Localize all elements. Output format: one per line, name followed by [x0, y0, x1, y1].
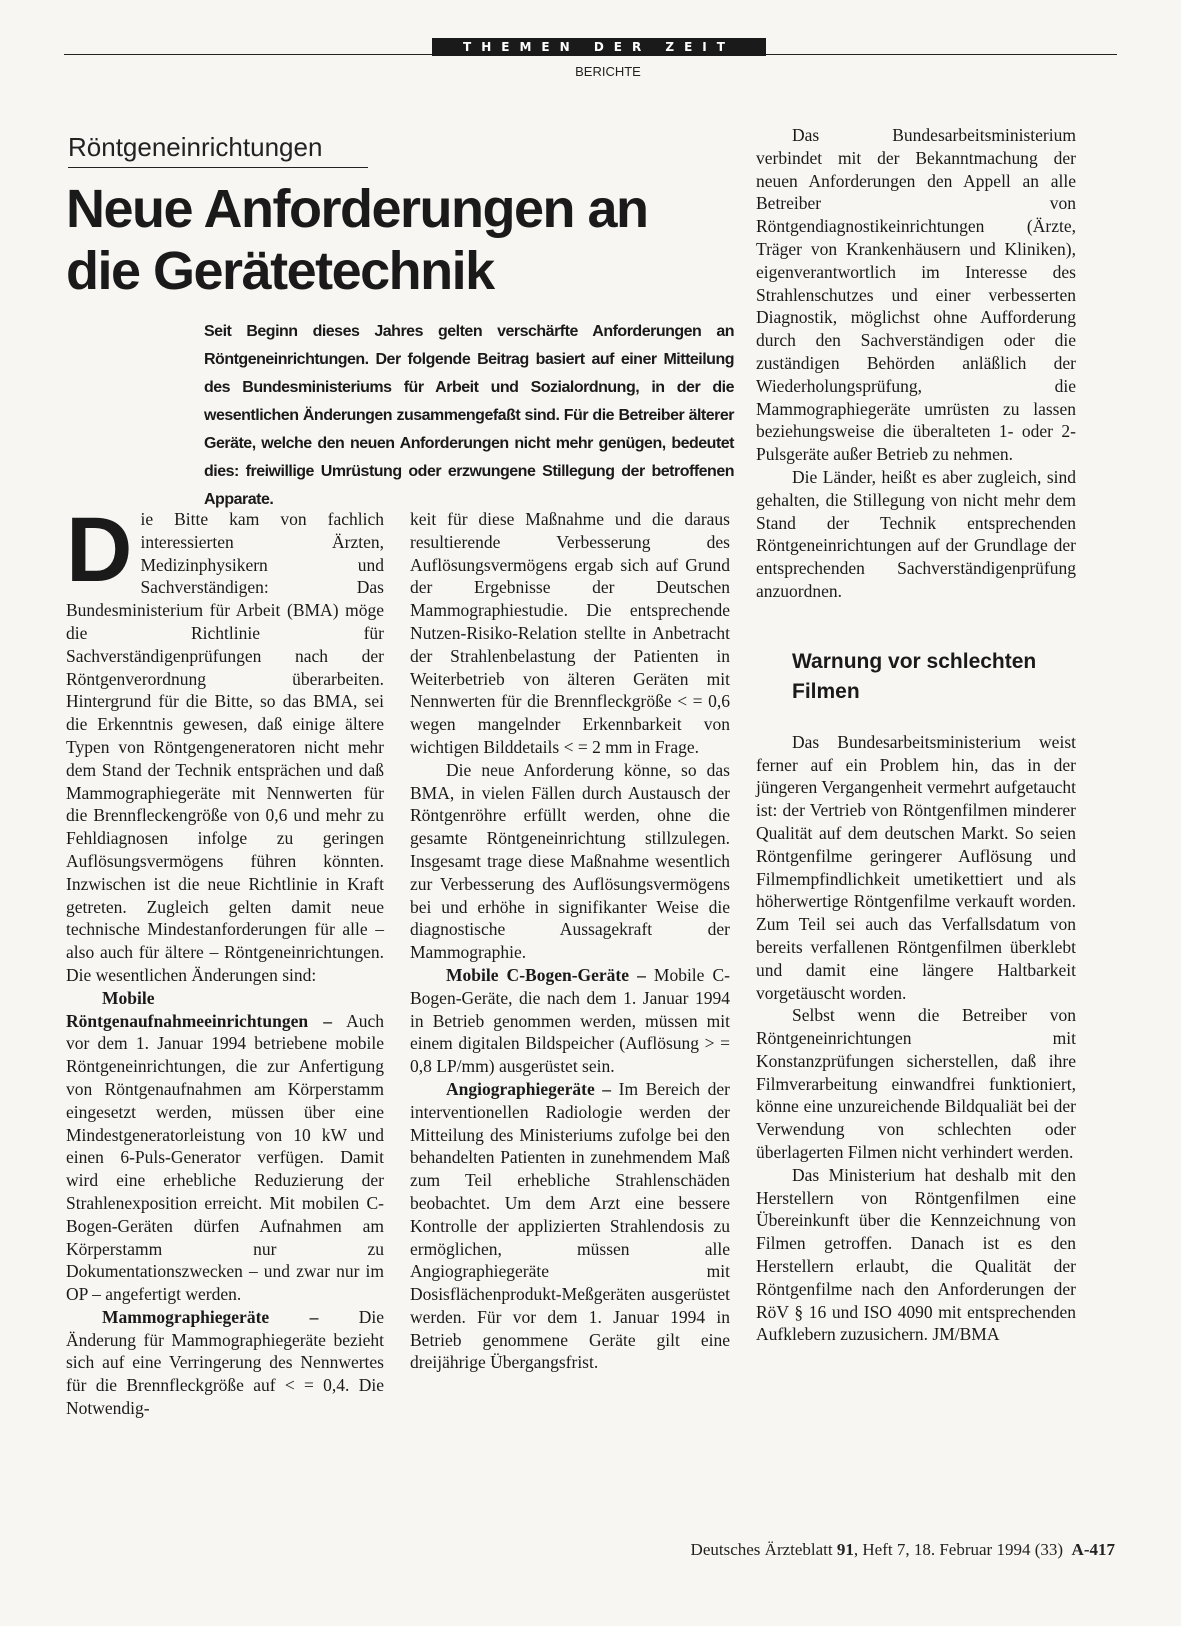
- inline-heading: Mobile C-Bogen-Geräte –: [446, 964, 646, 985]
- paragraph: Die neue Anforderung könne, so das BMA, in vielen Fällen durch Austausch der Röntgenröhre erfüllt werden, ohne die gesamte Röntgeneinrichtung stillzulegen. Insgesamt trage diese Maßnahme wesentlich zur Verbesserung des Auflösungsvermögens bei und erhöhe in signifikanter Weise die diagnostische Aussagekraft der Mammographie.: [410, 759, 730, 963]
- inline-heading: Angiographiegeräte –: [446, 1078, 612, 1099]
- paragraph: Die Länder, heißt es aber zugleich, sind gehalten, die Stillegung von nicht mehr dem Stand der Technik entsprechenden Röntgeneinrichtungen auf der Grundlage der entsprechenden Sachverständigenprüfung anzuordnen.: [756, 466, 1076, 601]
- article-kicker: Röntgeneinrichtungen: [68, 132, 368, 168]
- paragraph: [756, 1164, 1076, 1346]
- paragraph: [66, 499, 384, 987]
- paragraph-text: ie Bitte kam von fachlich interessierten Ärzten, Medizinphysikern und Sachverständigen: Das Bundesministerium für Arbeit (BMA) möge die Richtlinie für Sachverständigenprüfungen nach der Röntgenverordnung überarbeiten. Hintergrund für die Bitte, so das BMA, sei die Erkenntnis gewesen, daß einige ältere Typen von Röntgengeneratoren nicht mehr dem Stand der Technik entsprächen und daß Mammographiegeräte mit Nennwerten für die Brennfleckengröße von 0,6 und mehr zu Fehldiagnosen infolge zu geringen Auflösungsvermögens führen könnten. Inzwischen ist die neue Richtlinie in Kraft getreten. Zugleich gelten damit neue technische Mindestanforderungen für alle – also auch für ältere – Röntgeneinrichtungen. Die wesentlichen Änderungen sind:: [66, 509, 384, 985]
- issue-info: , Heft 7, 18. Februar 1994 (33): [853, 1540, 1064, 1559]
- author-signature: JM/BMA: [932, 1324, 1000, 1345]
- inline-heading: Mobile Röntgenaufnahmeeinrichtungen –: [66, 987, 332, 1031]
- volume-number: 91: [836, 1540, 854, 1559]
- paragraph: Selbst wenn die Betreiber von Röntgeneinrichtungen mit Konstanzprüfungen sicherstellen, daß ihre Filmverarbeitung einwandfrei funktioniert, könne eine unzureichende Bildqualiät bei der Verwendung von schlechten oder überlagerten Filmen nicht verhindert werden.: [756, 1005, 1076, 1163]
- section-subheading: Warnung vor schlechten Filmen: [792, 649, 1037, 703]
- column-3: [756, 124, 1076, 1346]
- paragraph: keit für diese Maßnahme und die daraus resultierende Verbesserung des Auflösungsvermögens ergab sich auf Grund der Ergebnisse der Deutschen Mammographiestudie. Die entsprechende Nutzen-Risiko-Relation stellte in Anbetracht der Strahlenbelastung der Patienten in Weiterbetrieb von älteren Geräten mit Nennwerten für die Brennfleckgröße < = 0,6 wegen mangelnder Erkennbarkeit von wichtigen Bilddetails < = 2 mm in Frage.: [410, 509, 730, 757]
- section-banner: THEMEN DER ZEIT: [432, 38, 766, 56]
- paragraph: Das Bundesarbeitsministerium weist ferner auf ein Problem hin, das in der jüngeren Vergangenheit vermehrt aufgetaucht ist: der Vertrieb von Röntgenfilmen minderer Qualität auf dem deutschen Markt. So seien Röntgenfilme geringerer Auflösung und Filmempfindlichkeit umetikettiert und als höherwertige Röntgenfilme verkauft worden. Zum Teil sei auch das Verfallsdatum von bereits verfallenen Röntgenfilmen überklebt und damit eine längere Haltbarkeit vorgetäuscht worden.: [756, 731, 1076, 1003]
- inline-heading: Mammographiegeräte –: [102, 1306, 319, 1327]
- paragraph: [410, 964, 730, 1078]
- column-1: [66, 499, 384, 1420]
- page-footer: [691, 1540, 1115, 1560]
- article-lead: Seit Beginn dieses Jahres gelten verschärfte Anforderungen an Röntgeneinrichtungen. Der folgende Beitrag basiert auf einer Mitteilung des Bundesministeriums für Arbeit und Sozialordnung, in der die wesentlichen Änderungen zusammengefaßt sind. Für die Betreiber älterer Geräte, welche den neuen Anforderungen nicht mehr genügen, bedeutet dies: freiwillige Umrüstung oder erzwungene Stillegung der betroffenen Apparate.: [204, 323, 734, 508]
- paragraph-text: Auch vor dem 1. Januar 1994 betriebene mobile Röntgeneinrichtungen, die zur Anfertigung von Röntgenaufnahmen am Körperstamm eingesetzt werden, müssen über eine Mindestgeneratorleistung von 10 kW und einen 6-Puls-Generator verfügen. Damit wird eine erhebliche Reduzierung der Strahlenexposition erreicht. Mit mobilen C-Bogen-Geräten dürfen Aufnahmen am Körperstamm nur zu Dokumentationszwecken – und zwar nur im OP – angefertigt werden.: [66, 1010, 384, 1305]
- article-title: Neue Anforderungen an die Gerätetechnik: [66, 179, 648, 301]
- subsection-label: BERICHTE: [575, 64, 641, 79]
- paragraph: Das Bundesarbeitsministerium verbindet mit der Bekanntmachung der neuen Anforderungen den Appell an alle Betreiber von Röntgendiagnostikeinrichtungen (Ärzte, Träger von Krankenhäusern und Kliniken), eigenverantwortlich im Interesse des Strahlenschutzes und einer verbesserten Diagnostik, möglichst ohne Aufforderung durch den Sachverständigen oder die zuständigen Behörden anläßlich der Wiederholungsprüfung, die Mammographiegeräte umrüsten zu lassen beziehungsweise die überalteten 1- oder 2-Pulsgeräte außer Betrieb zu nehmen.: [756, 125, 1076, 465]
- paragraph-text: Die Änderung für Mammographiegeräte bezieht sich auf eine Verringerung des Nennwertes für die Brennfleckgröße auf < = 0,4. Die Notwendig-: [66, 1306, 384, 1419]
- journal-name: Deutsches Ärzteblatt: [690, 1540, 837, 1559]
- page-number: A-417: [1071, 1540, 1115, 1559]
- paragraph: [66, 1306, 384, 1420]
- paragraph-text: Mobile C-Bogen-Geräte, die nach dem 1. Januar 1994 in Betrieb genommen werden, müssen mit einem digitalen Bildspeicher (Auflösung > = 0,8 LP/mm) ausgerüstet sein.: [410, 964, 730, 1077]
- column-2: [410, 508, 730, 1374]
- paragraph-text: Im Bereich der interventionellen Radiologie werden der Mitteilung des Ministeriums zufolge bei den behandelten Patienten in zunehmendem Maß zum Teil erhebliche Strahlenschäden beobachtet. Um dem Arzt eine bessere Kontrolle der applizierten Strahlendosis zu ermöglichen, müssen alle Angiographiegeräte mit Dosisflächenprodukt-Meßgeräten ausgerüstet werden. Für vor dem 1. Januar 1994 in Betrieb genommene Geräte gilt eine dreijährige Übergangsfrist.: [410, 1078, 730, 1373]
- paragraph: [410, 1078, 730, 1374]
- paragraph-text: Das Ministerium hat deshalb mit den Herstellern von Röntgenfilmen eine Übereinkunft über die Kennzeichnung von Filmen getroffen. Danach ist es den Herstellern erlaubt, die Qualität der Röntgenfilme nach den Anforderungen der RöV § 16 und ISO 4090 mit entsprechenden Aufklebern zuzusichern.: [756, 1164, 1076, 1345]
- drop-cap: D: [66, 499, 133, 601]
- paragraph: [66, 987, 384, 1306]
